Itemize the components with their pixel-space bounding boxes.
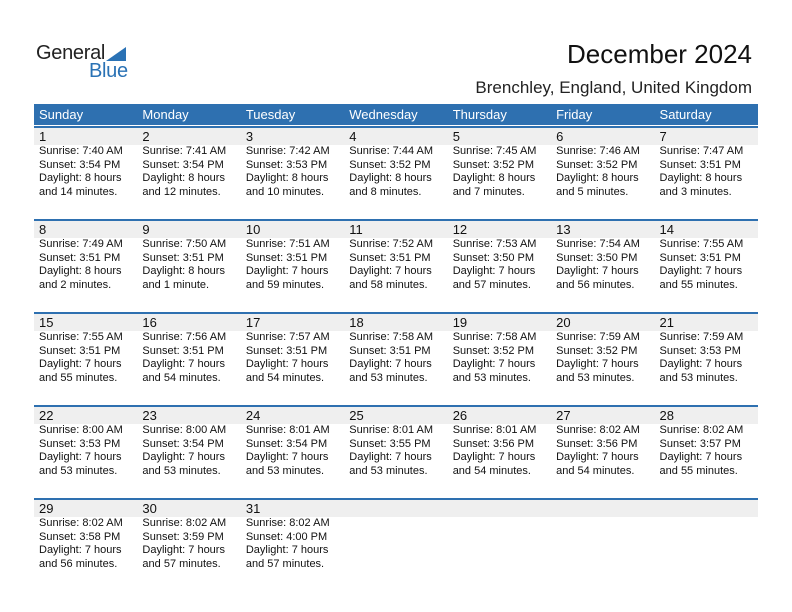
sunset-text: Sunset: 3:51 PM: [142, 251, 224, 264]
sunrise-text: Sunrise: 8:02 AM: [39, 517, 123, 529]
day-number: 14: [659, 222, 674, 237]
daylight-text: Daylight: 7 hours: [245, 451, 329, 464]
daylight-text: and 57 minutes.: [452, 278, 531, 291]
daylight-text: and 53 minutes.: [659, 371, 738, 384]
daylight-text: and 53 minutes.: [349, 371, 428, 384]
daylight-text: Daylight: 8 hours: [349, 172, 432, 185]
daylight-text: and 54 minutes.: [245, 371, 325, 384]
sunrise-text: Sunrise: 8:01 AM: [245, 424, 330, 436]
day-cell: [448, 517, 551, 572]
sunset-text: Sunset: 3:59 PM: [142, 530, 224, 543]
daylight-text: Daylight: 7 hours: [452, 358, 536, 371]
sunset-text: Sunset: 3:51 PM: [349, 251, 431, 264]
day-number: 9: [142, 222, 150, 237]
day-number: 1: [39, 129, 47, 144]
sunset-text: Sunset: 4:00 PM: [245, 530, 328, 543]
day-number: 19: [452, 315, 468, 330]
daylight-text: and 57 minutes.: [245, 557, 325, 570]
day-number: [448, 500, 551, 517]
sunrise-text: Sunrise: 8:02 AM: [659, 424, 744, 436]
sunrise-text: Sunrise: 7:55 AM: [659, 238, 744, 250]
day-cell: [34, 331, 137, 386]
date-strip: [34, 314, 758, 331]
date-strip: [34, 221, 758, 238]
sunrise-text: Sunrise: 7:54 AM: [556, 238, 640, 250]
day-cell: [137, 238, 240, 293]
day-number: 28: [659, 408, 674, 423]
day-info-row: [34, 238, 758, 293]
daylight-text: Daylight: 8 hours: [142, 265, 225, 278]
daylight-text: and 7 minutes.: [452, 185, 525, 198]
date-strip: [34, 500, 758, 517]
day-number: 26: [452, 408, 468, 423]
daylight-text: and 53 minutes.: [245, 464, 325, 477]
day-info-row: [34, 424, 758, 479]
day-number: 31: [245, 501, 261, 516]
day-number: 11: [349, 222, 363, 237]
day-number: 13: [556, 222, 571, 237]
daylight-text: and 56 minutes.: [556, 278, 635, 291]
sunset-text: Sunset: 3:54 PM: [39, 158, 121, 171]
sunrise-text: Sunrise: 7:52 AM: [349, 238, 434, 250]
daylight-text: and 14 minutes.: [39, 185, 118, 198]
daylight-text: Daylight: 7 hours: [349, 451, 432, 464]
day-cell: [448, 331, 551, 386]
day-cell: [655, 238, 758, 293]
daylight-text: Daylight: 8 hours: [39, 265, 122, 278]
day-number: 5: [452, 129, 460, 144]
sunrise-text: Sunrise: 7:50 AM: [142, 238, 227, 250]
sunrise-text: Sunrise: 7:42 AM: [245, 145, 330, 157]
day-number: 15: [39, 315, 54, 330]
day-info-row: [34, 331, 758, 386]
sunrise-text: Sunrise: 8:00 AM: [39, 424, 123, 436]
daylight-text: and 5 minutes.: [556, 185, 629, 198]
day-number: 30: [142, 501, 157, 516]
day-cell: [448, 238, 551, 293]
week-row: [34, 219, 758, 293]
day-cell: [448, 145, 551, 200]
sunset-text: Sunset: 3:51 PM: [245, 344, 328, 357]
sunrise-text: Sunrise: 8:02 AM: [142, 517, 227, 529]
sunset-text: Sunset: 3:52 PM: [349, 158, 431, 171]
sunrise-text: Sunrise: 7:56 AM: [142, 331, 227, 343]
day-number: 8: [39, 222, 47, 237]
daylight-text: and 55 minutes.: [659, 464, 738, 477]
sunset-text: Sunset: 3:52 PM: [452, 344, 535, 357]
location-subtitle: Brenchley, England, United Kingdom: [475, 78, 752, 97]
sunrise-text: Sunrise: 8:02 AM: [556, 424, 640, 436]
sunrise-text: Sunrise: 7:49 AM: [39, 238, 123, 250]
sunset-text: Sunset: 3:52 PM: [556, 158, 638, 171]
sunrise-text: Sunrise: 7:58 AM: [349, 331, 434, 343]
daylight-text: Daylight: 7 hours: [142, 358, 225, 371]
sunset-text: Sunset: 3:56 PM: [452, 437, 535, 450]
day-cell: [241, 517, 344, 572]
daylight-text: and 57 minutes.: [142, 557, 221, 570]
week-row: [34, 498, 758, 572]
sunrise-text: Sunrise: 7:51 AM: [245, 238, 330, 250]
sunrise-text: Sunrise: 8:00 AM: [142, 424, 227, 436]
sunset-text: Sunset: 3:54 PM: [142, 158, 224, 171]
page-title: December 2024: [567, 39, 752, 69]
sunrise-text: Sunrise: 8:02 AM: [245, 517, 330, 529]
day-cell: [655, 145, 758, 200]
daylight-text: and 1 minute.: [142, 278, 210, 291]
week-row: [34, 312, 758, 386]
sunset-text: Sunset: 3:50 PM: [556, 251, 638, 264]
daylight-text: Daylight: 8 hours: [556, 172, 639, 185]
day-number: [551, 500, 654, 517]
weekday-header: [34, 104, 758, 125]
sunrise-text: Sunrise: 8:01 AM: [452, 424, 537, 436]
sunrise-text: Sunrise: 7:53 AM: [452, 238, 537, 250]
weekday-label: Thursday: [452, 107, 507, 122]
daylight-text: Daylight: 8 hours: [39, 172, 122, 185]
sunset-text: Sunset: 3:53 PM: [245, 158, 328, 171]
sunrise-text: Sunrise: 7:59 AM: [659, 331, 744, 343]
day-cell: [137, 424, 240, 479]
daylight-text: and 59 minutes.: [245, 278, 325, 291]
sunrise-text: Sunrise: 7:44 AM: [349, 145, 434, 157]
sunset-text: Sunset: 3:54 PM: [245, 437, 328, 450]
daylight-text: Daylight: 7 hours: [39, 451, 122, 464]
day-cell: [344, 331, 447, 386]
day-number: 2: [142, 129, 150, 144]
daylight-text: and 54 minutes.: [556, 464, 635, 477]
daylight-text: and 54 minutes.: [452, 464, 531, 477]
day-cell: [241, 424, 344, 479]
daylight-text: Daylight: 7 hours: [142, 544, 225, 557]
day-cell: [241, 145, 344, 200]
sunset-text: Sunset: 3:52 PM: [452, 158, 535, 171]
sunrise-text: Sunrise: 7:47 AM: [659, 145, 744, 157]
sunrise-text: Sunrise: 7:55 AM: [39, 331, 123, 343]
day-cell: [344, 517, 447, 572]
day-number: 22: [39, 408, 54, 423]
day-number: 4: [349, 129, 357, 144]
daylight-text: Daylight: 8 hours: [245, 172, 329, 185]
sunset-text: Sunset: 3:53 PM: [39, 437, 121, 450]
day-cell: [137, 331, 240, 386]
sunset-text: Sunset: 3:56 PM: [556, 437, 638, 450]
day-info-row: [34, 145, 758, 200]
sunset-text: Sunset: 3:51 PM: [349, 344, 431, 357]
sunset-text: Sunset: 3:50 PM: [452, 251, 535, 264]
day-number: 12: [452, 222, 468, 237]
day-number: 23: [142, 408, 157, 423]
sunset-text: Sunset: 3:51 PM: [245, 251, 328, 264]
brand-logo: [36, 42, 136, 82]
daylight-text: Daylight: 7 hours: [659, 451, 743, 464]
day-number: 10: [245, 222, 261, 237]
sunset-text: Sunset: 3:51 PM: [142, 344, 224, 357]
day-info-row: [34, 517, 758, 572]
day-number: [655, 500, 758, 517]
logo-text-general: General: [36, 42, 106, 64]
day-cell: [34, 145, 137, 200]
daylight-text: Daylight: 7 hours: [245, 358, 329, 371]
day-cell: [551, 145, 654, 200]
daylight-text: and 2 minutes.: [39, 278, 112, 291]
day-number: 21: [659, 315, 674, 330]
daylight-text: Daylight: 7 hours: [39, 358, 122, 371]
daylight-text: and 53 minutes.: [142, 464, 221, 477]
daylight-text: and 55 minutes.: [659, 278, 738, 291]
sunset-text: Sunset: 3:51 PM: [39, 344, 121, 357]
weekday-label: Saturday: [659, 107, 712, 122]
daylight-text: Daylight: 7 hours: [556, 451, 639, 464]
sunset-text: Sunset: 3:52 PM: [556, 344, 638, 357]
day-number: 7: [659, 129, 667, 144]
sunrise-text: Sunrise: 7:45 AM: [452, 145, 537, 157]
daylight-text: Daylight: 7 hours: [142, 451, 225, 464]
day-cell: [655, 331, 758, 386]
daylight-text: Daylight: 8 hours: [659, 172, 743, 185]
week-row: [34, 126, 758, 200]
daylight-text: Daylight: 7 hours: [349, 265, 432, 278]
sunset-text: Sunset: 3:51 PM: [39, 251, 121, 264]
day-number: 20: [556, 315, 571, 330]
day-cell: [34, 424, 137, 479]
day-cell: [137, 145, 240, 200]
daylight-text: and 12 minutes.: [142, 185, 221, 198]
daylight-text: Daylight: 7 hours: [452, 265, 536, 278]
day-number: 3: [245, 129, 254, 144]
daylight-text: Daylight: 7 hours: [245, 265, 329, 278]
sunset-text: Sunset: 3:54 PM: [142, 437, 224, 450]
day-number: 29: [39, 501, 54, 516]
day-number: 24: [245, 408, 261, 423]
sunset-text: Sunset: 3:55 PM: [349, 437, 431, 450]
daylight-text: and 10 minutes.: [245, 185, 325, 198]
day-number: 6: [556, 129, 564, 144]
day-number: 27: [556, 408, 571, 423]
sunset-text: Sunset: 3:53 PM: [659, 344, 741, 357]
day-cell: [655, 517, 758, 572]
day-cell: [551, 331, 654, 386]
date-strip: [34, 407, 758, 424]
day-number: 17: [245, 315, 261, 330]
day-number: 25: [349, 408, 364, 423]
daylight-text: Daylight: 7 hours: [659, 358, 743, 371]
daylight-text: and 55 minutes.: [39, 371, 118, 384]
sunrise-text: Sunrise: 7:40 AM: [39, 145, 123, 157]
daylight-text: Daylight: 7 hours: [245, 544, 329, 557]
logo-triangle-icon: [106, 47, 126, 61]
daylight-text: and 8 minutes.: [349, 185, 422, 198]
week-row: [34, 405, 758, 479]
daylight-text: Daylight: 7 hours: [556, 358, 639, 371]
day-cell: [34, 238, 137, 293]
sunrise-text: Sunrise: 7:46 AM: [556, 145, 640, 157]
daylight-text: and 3 minutes.: [659, 185, 732, 198]
sunrise-text: Sunrise: 7:59 AM: [556, 331, 640, 343]
daylight-text: and 53 minutes.: [556, 371, 635, 384]
weekday-label: Sunday: [39, 107, 84, 122]
weekday-label: Monday: [142, 107, 189, 122]
daylight-text: and 56 minutes.: [39, 557, 118, 570]
daylight-text: Daylight: 7 hours: [452, 451, 536, 464]
day-cell: [655, 424, 758, 479]
day-cell: [448, 424, 551, 479]
weekday-label: Friday: [556, 107, 593, 122]
sunrise-text: Sunrise: 7:58 AM: [452, 331, 537, 343]
day-number: [344, 500, 447, 517]
day-cell: [241, 331, 344, 386]
daylight-text: Daylight: 7 hours: [349, 358, 432, 371]
day-cell: [34, 517, 137, 572]
daylight-text: Daylight: 7 hours: [556, 265, 639, 278]
day-cell: [551, 238, 654, 293]
daylight-text: Daylight: 7 hours: [39, 544, 122, 557]
daylight-text: and 53 minutes.: [39, 464, 118, 477]
day-cell: [344, 145, 447, 200]
sunset-text: Sunset: 3:58 PM: [39, 530, 121, 543]
day-number: 18: [349, 315, 364, 330]
day-cell: [344, 424, 447, 479]
sunset-text: Sunset: 3:57 PM: [659, 437, 741, 450]
day-cell: [344, 238, 447, 293]
logo-text-blue: Blue: [89, 60, 128, 82]
day-cell: [551, 517, 654, 572]
calendar-grid: [34, 104, 758, 572]
day-cell: [137, 517, 240, 572]
sunrise-text: Sunrise: 8:01 AM: [349, 424, 434, 436]
daylight-text: Daylight: 7 hours: [659, 265, 743, 278]
day-number: 16: [142, 315, 157, 330]
sunset-text: Sunset: 3:51 PM: [659, 251, 741, 264]
sunset-text: Sunset: 3:51 PM: [659, 158, 741, 171]
daylight-text: and 53 minutes.: [349, 464, 428, 477]
daylight-text: and 58 minutes.: [349, 278, 428, 291]
weekday-label: Wednesday: [349, 107, 418, 122]
day-cell: [551, 424, 654, 479]
daylight-text: and 53 minutes.: [452, 371, 531, 384]
daylight-text: Daylight: 8 hours: [452, 172, 536, 185]
daylight-text: Daylight: 8 hours: [142, 172, 225, 185]
sunrise-text: Sunrise: 7:41 AM: [142, 145, 227, 157]
sunrise-text: Sunrise: 7:57 AM: [245, 331, 330, 343]
weekday-label: Tuesday: [245, 107, 296, 122]
date-strip: [34, 128, 758, 145]
daylight-text: and 54 minutes.: [142, 371, 221, 384]
day-cell: [241, 238, 344, 293]
